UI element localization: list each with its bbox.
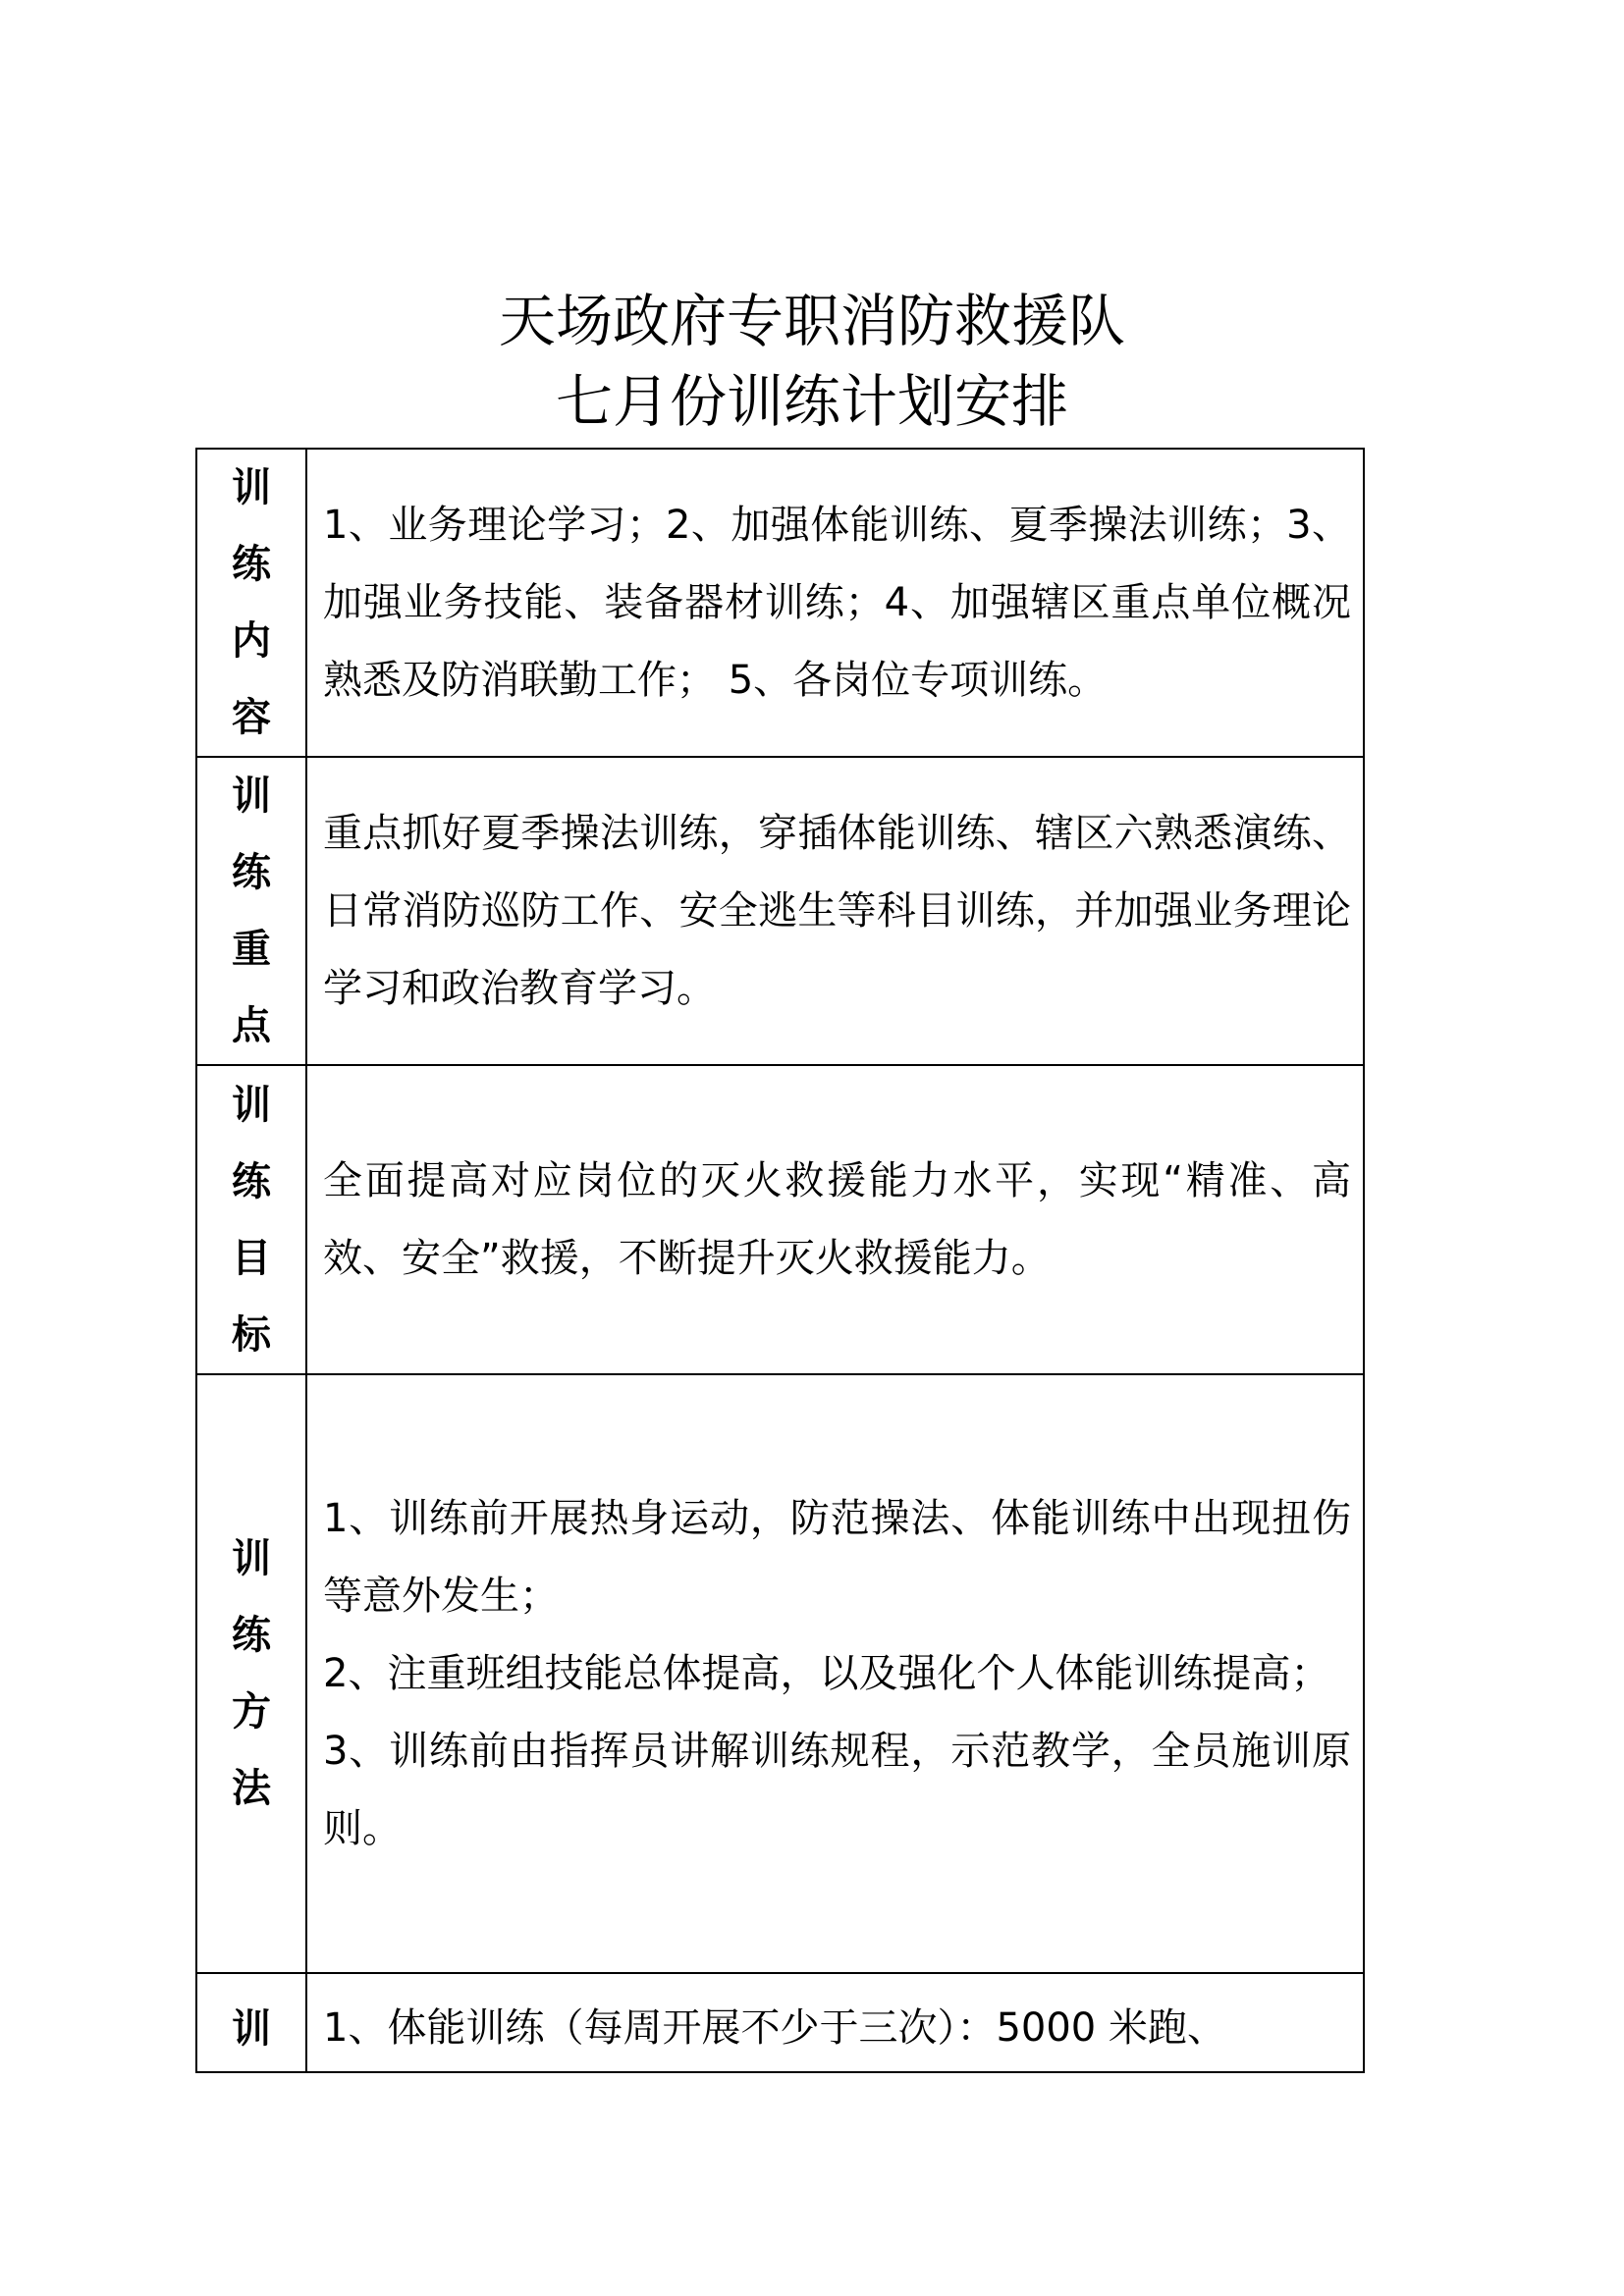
row-content-cell xyxy=(306,449,1364,757)
row-label-cell xyxy=(196,757,306,1065)
table-row-training-goal xyxy=(196,1065,1364,1374)
row-content xyxy=(323,1480,1351,1868)
content-paragraph: 1、业务理论学习；2、加强体能训练、夏季操法训练；3、加强业务技能、装备器材训练；4、加强辖区重点单位概况熟悉及防消联勤工作； 5、各岗位专项训练。 xyxy=(323,502,1351,703)
row-content-cell xyxy=(306,1065,1364,1374)
row-content xyxy=(323,1143,1351,1298)
row-label-cell xyxy=(196,449,306,757)
content-paragraph: 全面提高对应岗位的灭火救援能力水平，实现“精准、高效、安全”救援，不断提升灭火救援能力。 xyxy=(323,1157,1351,1281)
table-row-training-continued xyxy=(196,1973,1364,2072)
row-label-cell xyxy=(196,1374,306,1973)
table-row-training-method xyxy=(196,1374,1364,1973)
row-label: 训练方法 xyxy=(232,1536,271,1811)
document-title xyxy=(0,281,1624,442)
row-content-cell xyxy=(306,1374,1364,1973)
content-paragraph: 1、训练前开展热身运动，防范操法、体能训练中出现扭伤等意外发生； xyxy=(323,1495,1351,1619)
row-label: 训 xyxy=(232,2005,271,2052)
title-line-2: 七月份训练计划安排 xyxy=(555,368,1068,435)
row-content-cell xyxy=(306,757,1364,1065)
row-label: 训练内容 xyxy=(232,465,271,740)
content-paragraph: 重点抓好夏季操法训练，穿插体能训练、辖区六熟悉演练、日常消防巡防工作、安全逃生等科目训练，并加强业务理论学习和政治教育学习。 xyxy=(323,810,1351,1011)
title-line-1: 天场政府专职消防救援队 xyxy=(498,288,1125,354)
row-label-cell xyxy=(196,1065,306,1374)
training-plan-table xyxy=(195,448,1365,2073)
content-paragraph: 2、注重班组技能总体提高，以及强化个人体能训练提高； xyxy=(323,1650,1330,1696)
row-content xyxy=(323,487,1351,720)
row-content xyxy=(323,1978,1351,2067)
table-row-training-focus xyxy=(196,757,1364,1065)
content-paragraph: 3、训练前由指挥员讲解训练规程，示范教学，全员施训原则。 xyxy=(323,1728,1351,1851)
content-paragraph: 1、体能训练（每周开展不少于三次）：5000 米跑、 xyxy=(323,2005,1226,2051)
row-label-cell xyxy=(196,1973,306,2072)
row-label: 训练目标 xyxy=(232,1082,271,1358)
row-content xyxy=(323,795,1351,1028)
row-content-cell xyxy=(306,1973,1364,2072)
table-row-training-content xyxy=(196,449,1364,757)
row-label: 训练重点 xyxy=(232,774,271,1048)
